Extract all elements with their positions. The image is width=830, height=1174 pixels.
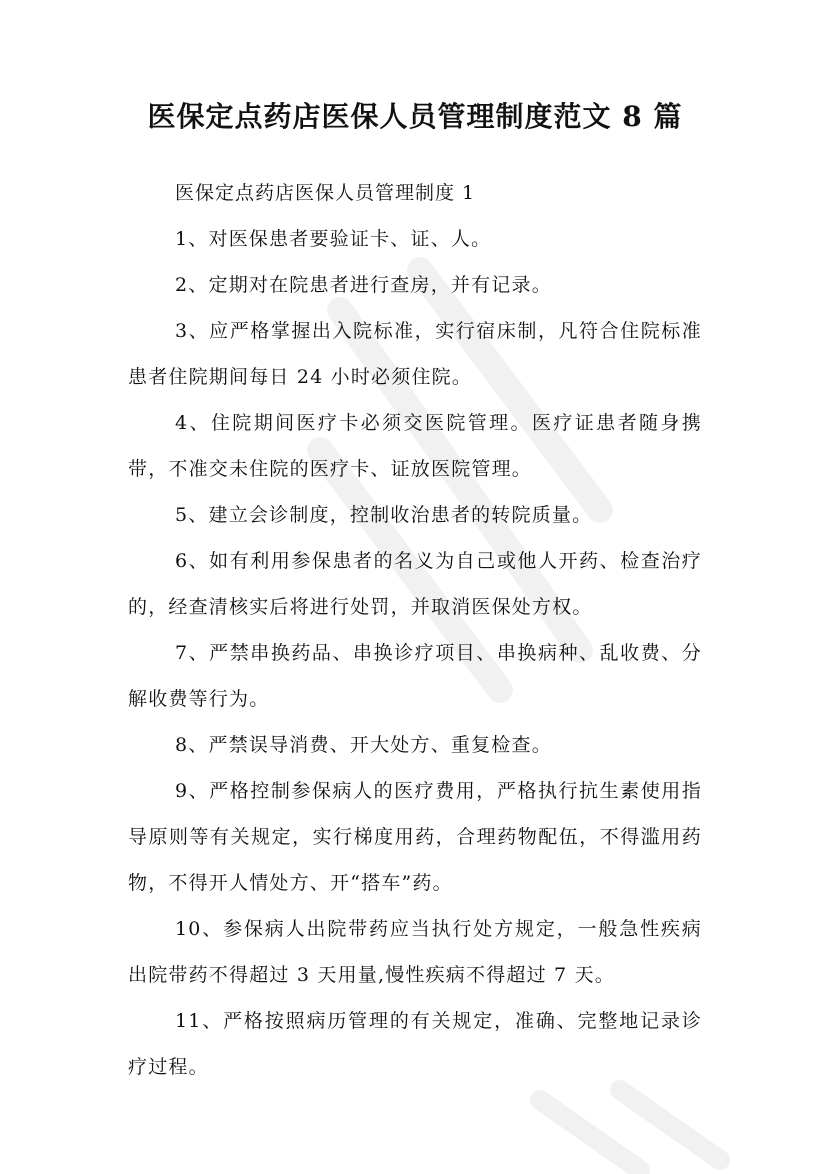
- paragraph-11: 11、严格按照病历管理的有关规定，准确、完整地记录诊疗过程。: [128, 1010, 702, 1078]
- section-heading: 医保定点药店医保人员管理制度 1: [175, 182, 476, 204]
- paragraph-3: 3、应严格掌握出入院标准，实行宿床制，凡符合住院标准患者住院期间每日 24 小时必须住院。: [128, 320, 702, 388]
- paragraph-8: 8、严禁误导消费、开大处方、重复检查。: [175, 734, 552, 756]
- paragraph-5: 5、建立会诊制度，控制收治患者的转院质量。: [175, 504, 593, 526]
- watermark-graphic-bottom: [520, 1080, 760, 1174]
- document-title: 医保定点药店医保人员管理制度范文 8 篇: [147, 99, 683, 133]
- document-body: [128, 170, 702, 1090]
- paragraph-6: 6、如有利用参保患者的名义为自己或他人开药、检查治疗的，经查清核实后将进行处罚，并取消医保处方权。: [128, 550, 702, 618]
- paragraph-2: 2、定期对在院患者进行查房，并有记录。: [175, 274, 552, 296]
- paragraph-1: 1、对医保患者要验证卡、证、人。: [175, 228, 492, 250]
- paragraph-9: 9、严格控制参保病人的医疗费用，严格执行抗生素使用指导原则等有关规定，实行梯度用药，合理药物配伍，不得滥用药物，不得开人情处方、开“搭车”药。: [128, 780, 702, 894]
- paragraph-4: 4、住院期间医疗卡必须交医院管理。医疗证患者随身携带，不准交未住院的医疗卡、证放医院管理。: [128, 412, 702, 480]
- paragraph-10: 10、参保病人出院带药应当执行处方规定，一般急性疾病出院带药不得超过 3 天用量,慢性疾病不得超过 7 天。: [128, 918, 702, 986]
- paragraph-7: 7、严禁串换药品、串换诊疗项目、串换病种、乱收费、分解收费等行为。: [128, 642, 702, 710]
